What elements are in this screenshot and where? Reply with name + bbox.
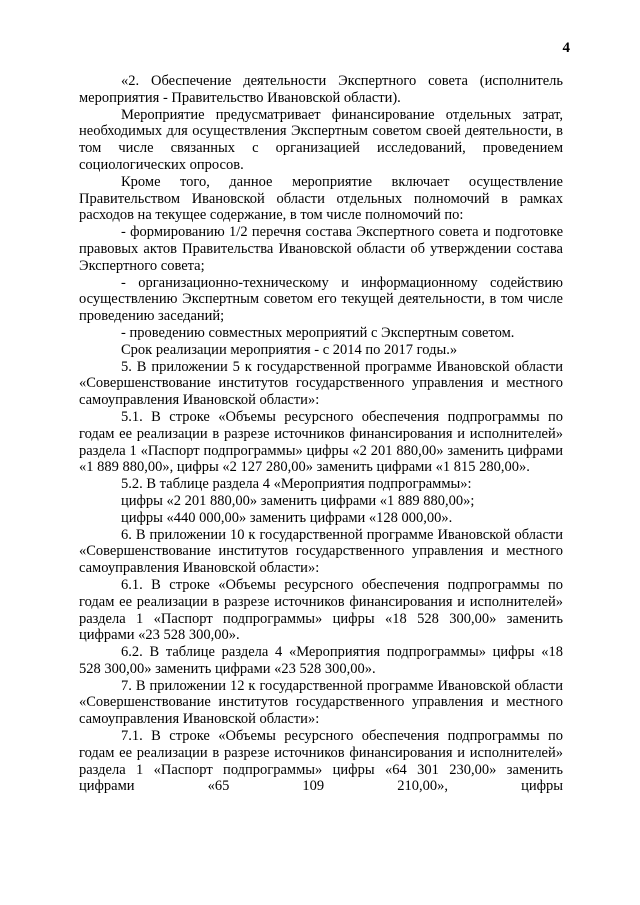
list-item-joint-events: - проведению совместных мероприятий с Экспертным советом. [121,324,515,341]
paragraph-item-5-2-line-1: цифры «2 201 880,00» заменить цифрами «1 889 880,00»; [121,492,475,509]
paragraph-section-2-title: «2. Обеспечение деятельности Экспертного совета (исполнитель мероприятия - Правительство Ивановской области). [79,73,563,106]
page-number: 4 [562,40,570,56]
paragraph-item-5-2-line-2: цифры «440 000,00» заменить цифрами «128 000,00». [121,509,453,526]
list-item-formation: - формированию 1/2 перечня состава Экспертного совета и подготовке правовых актов Правительства Ивановской области об утверждении состава Экспертного совета; [79,224,563,274]
paragraph-measure-financing: Мероприятие предусматривает финансирование отдельных затрат, необходимых для осуществления Экспертным советом своей деятельности, в том числе связанных с организацией исследований, проведением социологических опросов. [79,106,563,173]
document-body [79,73,563,795]
paragraph-item-7: 7. В приложении 12 к государственной программе Ивановской области «Совершенствование институтов государственного управления и местного самоуправления Ивановской области»: [79,677,563,728]
paragraph-item-5-1: 5.1. В строке «Объемы ресурсного обеспечения подпрограммы по годам ее реализации в разрезе источников финансирования и исполнителей» раздела 1 «Паспорт подпрограммы» цифры «2 201 880,00» заменить цифрами «1 889 880,00», цифры «2 127 280,00» заменить цифрами «1 815 280,00». [79,408,563,476]
list-item-support: - организационно-техническому и информационному содействию осуществлению Экспертным советом его текущей деятельности, в том числе проведению заседаний; [79,274,563,325]
paragraph-item-6-2: 6.2. В таблице раздела 4 «Мероприятия подпрограммы» цифры «18 528 300,00» заменить цифрами «23 528 300,00». [79,644,563,677]
paragraph-item-7-1: 7.1. В строке «Объемы ресурсного обеспечения подпрограммы по годам ее реализации в разрезе источников финансирования и исполнителей» раздела 1 «Паспорт подпрограммы» цифры «64 301 230,00» заменить цифрами «65 109 210,00», цифры [79,728,563,795]
paragraph-item-6: 6. В приложении 10 к государственной программе Ивановской области «Совершенствование институтов государственного управления и местного самоуправления Ивановской области»: [79,526,563,577]
paragraph-term: Срок реализации мероприятия - с 2014 по 2017 годы.» [121,341,458,358]
paragraph-item-5: 5. В приложении 5 к государственной программе Ивановской области «Совершенствование институтов государственного управления и местного самоуправления Ивановской области»: [79,358,563,409]
paragraph-item-5-2: 5.2. В таблице раздела 4 «Мероприятия подпрограммы»: [121,476,472,493]
paragraph-item-6-1: 6.1. В строке «Объемы ресурсного обеспечения подпрограммы по годам ее реализации в разрезе источников финансирования и исполнителей» раздела 1 «Паспорт подпрограммы» цифры «18 528 300,00» заменить цифрами «23 528 300,00». [79,576,563,644]
paragraph-measure-powers: Кроме того, данное мероприятие включает осуществление Правительством Ивановской области отдельных полномочий в рамках расходов на текущее содержание, в том числе полномочий по: [79,173,563,224]
